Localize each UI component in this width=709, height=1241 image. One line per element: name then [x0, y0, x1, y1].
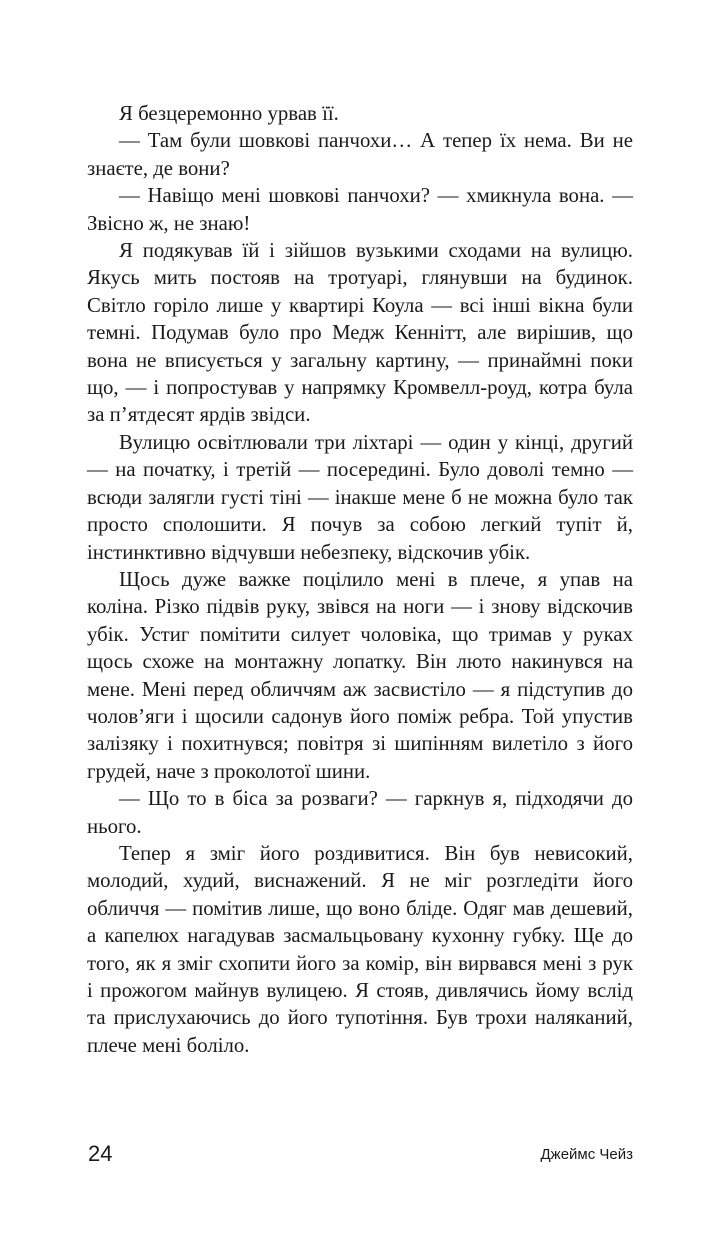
paragraph: Вулицю освітлювали три ліхтарі — один у кінці, другий — на початку, і третій — посередині. Було доволі темно — всюди залягли густі тіні — інакше мене б не можна було так просто сполошити. Я почув за собою легкий тупіт й, інстинктивно відчувши небезпеку, відскочив убік. [87, 430, 633, 564]
paragraph: — Навіщо мені шовкові панчохи? — хмикнула вона. — Звісно ж, не знаю! [87, 184, 633, 235]
paragraph: — Що то в біса за розваги? — гаркнув я, підходячи до нього. [87, 787, 633, 838]
paragraph: Щось дуже важке поцілило мені в плече, я упав на коліна. Різко підвів руку, звівся на ноги — і знову відскочив убік. Устиг помітити силует чоловіка, що тримав у руках щось схоже на монтажну лопатку. Він люто накинувся на мене. Мені перед обличчям аж засвистіло — я підступив до чолов’яги і щосили садонув його поміж ребра. Той упустив залізяку і похитнувся; повітря зі шипінням вилетіло з його грудей, наче з проколотої шини. [87, 567, 633, 783]
paragraph: Я подякував їй і зійшов вузькими сходами на вулицю. Якусь мить постояв на тротуарі, глянувши на будинок. Світло горіло лише у квартирі Коула — всі інші вікна були темні. Подумав було про Медж Кеннітт, але вирішив, що вона не вписується у загальну картину, — принаймні поки що, — і попростував у напрямку Кромвелл-роуд, котра була за п’ятдесят ярдів звідси. [87, 239, 633, 427]
paragraph: Тепер я зміг його роздивитися. Він був невисокий, молодий, худий, виснажений. Я не міг розгледіти його обличчя — помітив лише, що воно бліде. Одяг мав дешевий, а капелюх нагадував засмальцьовану кухонну губку. Ще до того, як я зміг схопити його за комір, він вирвався мені з рук і прожогом майнув вулицею. Я стояв, дивлячись йому вслід та прислухаючись до його тупотіння. Був трохи наляканий, плече мені боліло. [87, 841, 633, 1057]
page-footer [88, 1140, 633, 1168]
page-body [87, 100, 633, 1059]
running-author: Джеймс Чейз [540, 1146, 633, 1163]
page-number: 24 [88, 1141, 113, 1166]
paragraph: Я безцеремонно урвав її. [119, 102, 339, 125]
paragraph: — Там були шовкові панчохи… А тепер їх нема. Ви не знаєте, де вони? [87, 129, 633, 180]
